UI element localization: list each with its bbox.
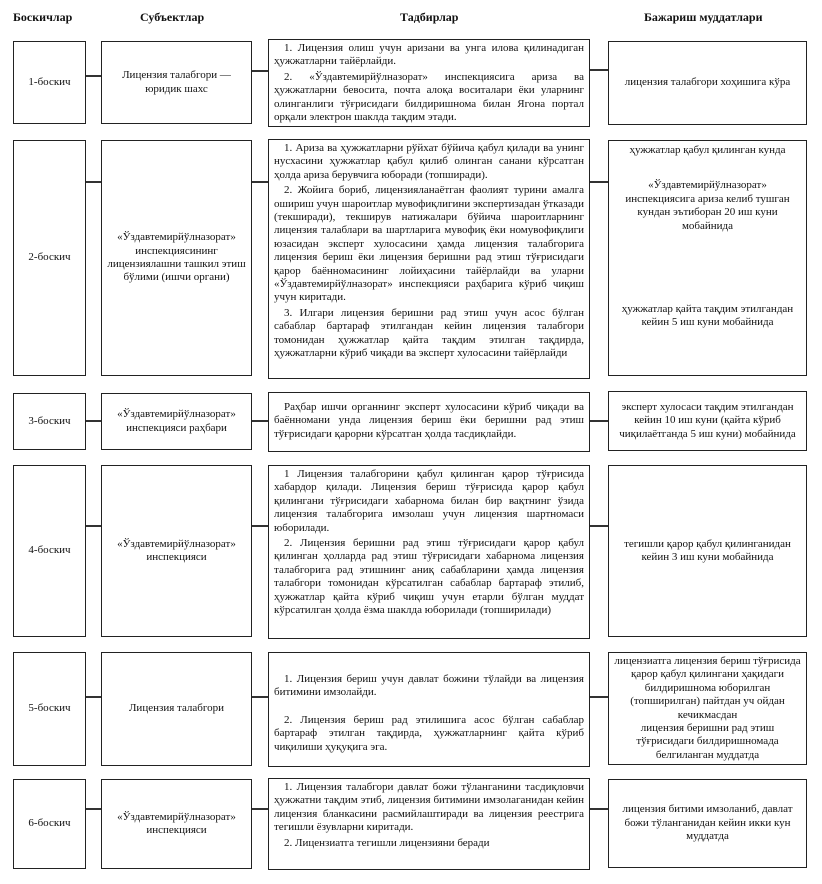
header-deadlines: Бажариш муддатлари [644, 10, 763, 24]
subject-box: Лицензия талабгори [101, 652, 252, 766]
subject-box: «Ўздавтемирйўлназорат» инспекцияси раҳбари [101, 393, 252, 450]
deadline-box: эксперт хулосаси тақдим этилгандан кейин 10 иш куни (қайта кўриб чиқилаётганда 5 иш куни) мобайнида [608, 391, 807, 451]
actions-box: 1. Ариза ва ҳужжатларни рўйхат бўйича қабул қилади ва унинг нусхасини ҳужжатлар қабул қилиб олинган санани кўрсатган ҳолда ариза берувчига юборади (топширади). 2. Жойига бориб, лицензияланаётган фаолият турини амалга ошириш учун шароитлар мувофиқлигини экспертизадан ўтказади (текширади), текширув натижалари бўйича шароитларнинг лицензия талаблари ва шартларига мувофиқ ёки номувофиқлиги юзасидан эксперт хулосасини ҳамда лицензия талабгорига лицензия бериш ёки лицензия беришни рад этиш тўғрисидаги қарор баённомасининг лойиҳасини тайёрлайди ва уларни «Ўздавтемирйўлназорат» инспекцияси раҳбарига кўриб чиқиш учун киритади. 3. Илгари лицензия беришни рад этиш учун асос бўлган сабаблар бартараф этилгандан кейин лицензия талабгори томонидан ҳужжатлар қайта тақдим этилган тақдирда, ҳужжатларни кўриб чиқади ва эксперт хулосасини тайёрлайди [268, 139, 590, 379]
stage-label-box: 1-боскич [13, 41, 86, 124]
actions-box: Раҳбар ишчи органнинг эксперт хулосасини кўриб чиқади ва баённомани унда лицензия бериш ёки беришни рад этиш тўғрисидаги қарорни кўрсатган ҳолда тасдиқлайди. [268, 392, 590, 452]
stage-label-box: 5-боскич [13, 652, 86, 766]
subject-box: «Ўздавтемирйўлназорат» инспекцияси [101, 779, 252, 869]
connector-line [252, 525, 268, 527]
deadline-box: лицензиатга лицензия бериш тўғрисида қарор қабул қилингани ҳақидаги билдиришнома юборилган (топширилган) пайтдан уч ойдан кечикмасдан лицензия беришни рад этиш тўғрисидаги билдиришномада белгиланган муддатда [608, 652, 807, 765]
connector-line [590, 696, 608, 698]
connector-line [252, 696, 268, 698]
stage-label-box: 4-боскич [13, 465, 86, 637]
connector-line [252, 420, 268, 422]
header-actions: Тадбирлар [400, 10, 459, 24]
deadline-box: лицензия талабгори хоҳишига кўра [608, 41, 807, 125]
connector-line [86, 525, 101, 527]
connector-line [252, 181, 268, 183]
deadline-box: лицензия битими имзоланиб, давлат божи тўланганидан кейин икки кун муддатда [608, 779, 807, 868]
header-subjects: Субъектлар [140, 10, 205, 24]
connector-line [590, 808, 608, 810]
connector-line [590, 420, 608, 422]
stage-label-box: 2-боскич [13, 140, 86, 376]
subject-box: Лицензия талабгори — юридик шахс [101, 41, 252, 124]
connector-line [590, 69, 608, 71]
connector-line [86, 181, 101, 183]
connector-line [590, 181, 608, 183]
deadline-box: ҳужжатлар қабул қилинган кунда «Ўздавтемирйўлназорат» инспекциясига ариза келиб тушган кундан эътиборан 20 иш куни мобайнида ҳужжатлар қайта тақдим этилгандан кейин 5 иш куни мобайнида [608, 140, 807, 376]
header-stages: Боскичлар [13, 10, 73, 24]
subject-box: «Ўздавтемирйўлназорат» инспекцияси [101, 465, 252, 637]
subject-box: «Ўздавтемирйўлназорат» инспекциясининг лицензиялашни ташкил этиш бўлими (ишчи органи) [101, 140, 252, 376]
connector-line [86, 420, 101, 422]
connector-line [590, 525, 608, 527]
actions-box: 1. Лицензия олиш учун аризани ва унга илова қилинадиган ҳужжатларни тайёрлайди. 2. «Ўздавтемирйўлназорат» инспекциясига ариза ва ҳужжатларни бевосита, почта алоқа воситалари ёки уларнинг олинганлиги тўғрисидаги билдиришнома билан Ягона портал орқали электрон шаклда тақдим этади. [268, 39, 590, 127]
actions-box: 1. Лицензия бериш учун давлат божини тўлайди ва лицензия битимини имзолайди. 2. Лицензия бериш рад этилишига асос бўлган сабаблар бартараф этилган тақдирда, ҳужжатларнинг қайта кўриб чиқилиши ҳуқуқига эга. [268, 652, 590, 767]
connector-line [86, 696, 101, 698]
deadline-box: тегишли қарор қабул қилинганидан кейин 3 иш куни мобайнида [608, 465, 807, 637]
connector-line [86, 75, 101, 77]
actions-box: 1. Лицензия талабгори давлат божи тўланганини тасдиқловчи ҳужжатни тақдим этиб, лицензия битимини имзолаганидан кейин лицензия бланкасини расмийлаштиради ва лицензия реестрига тегишли ёзувларни киритади. 2. Лицензиатга тегишли лицензияни беради [268, 778, 590, 870]
connector-line [86, 808, 101, 810]
stage-label-box: 6-боскич [13, 779, 86, 869]
connector-line [252, 70, 268, 72]
connector-line [252, 808, 268, 810]
actions-box: 1 Лицензия талабгорини қабул қилинган қарор тўғрисида хабардор қилади. Лицензия бериш тўғрисида қарор қабул қилингани тўғрисидаги хабарнома билан бир вақтнинг ўзида лицензия талабгорига имзолаш учун лицензия шартномаси юборилади. 2. Лицензия беришни рад этиш тўғрисидаги қарор қабул қилинган ҳолларда рад этиш тўғрисидаги хабарнома лицензия талабгорига рад этишнинг аниқ сабабларини ҳамда лицензия талабгори томонидан кўрсатилган сабаблар бартараф этилиб, ҳужжатлар қайта кўриб чиқиш учун етарли бўлган муддат кўрсатилган ҳолда ёзма шаклда юборилади (топширилади) [268, 465, 590, 639]
stage-label-box: 3-боскич [13, 393, 86, 450]
